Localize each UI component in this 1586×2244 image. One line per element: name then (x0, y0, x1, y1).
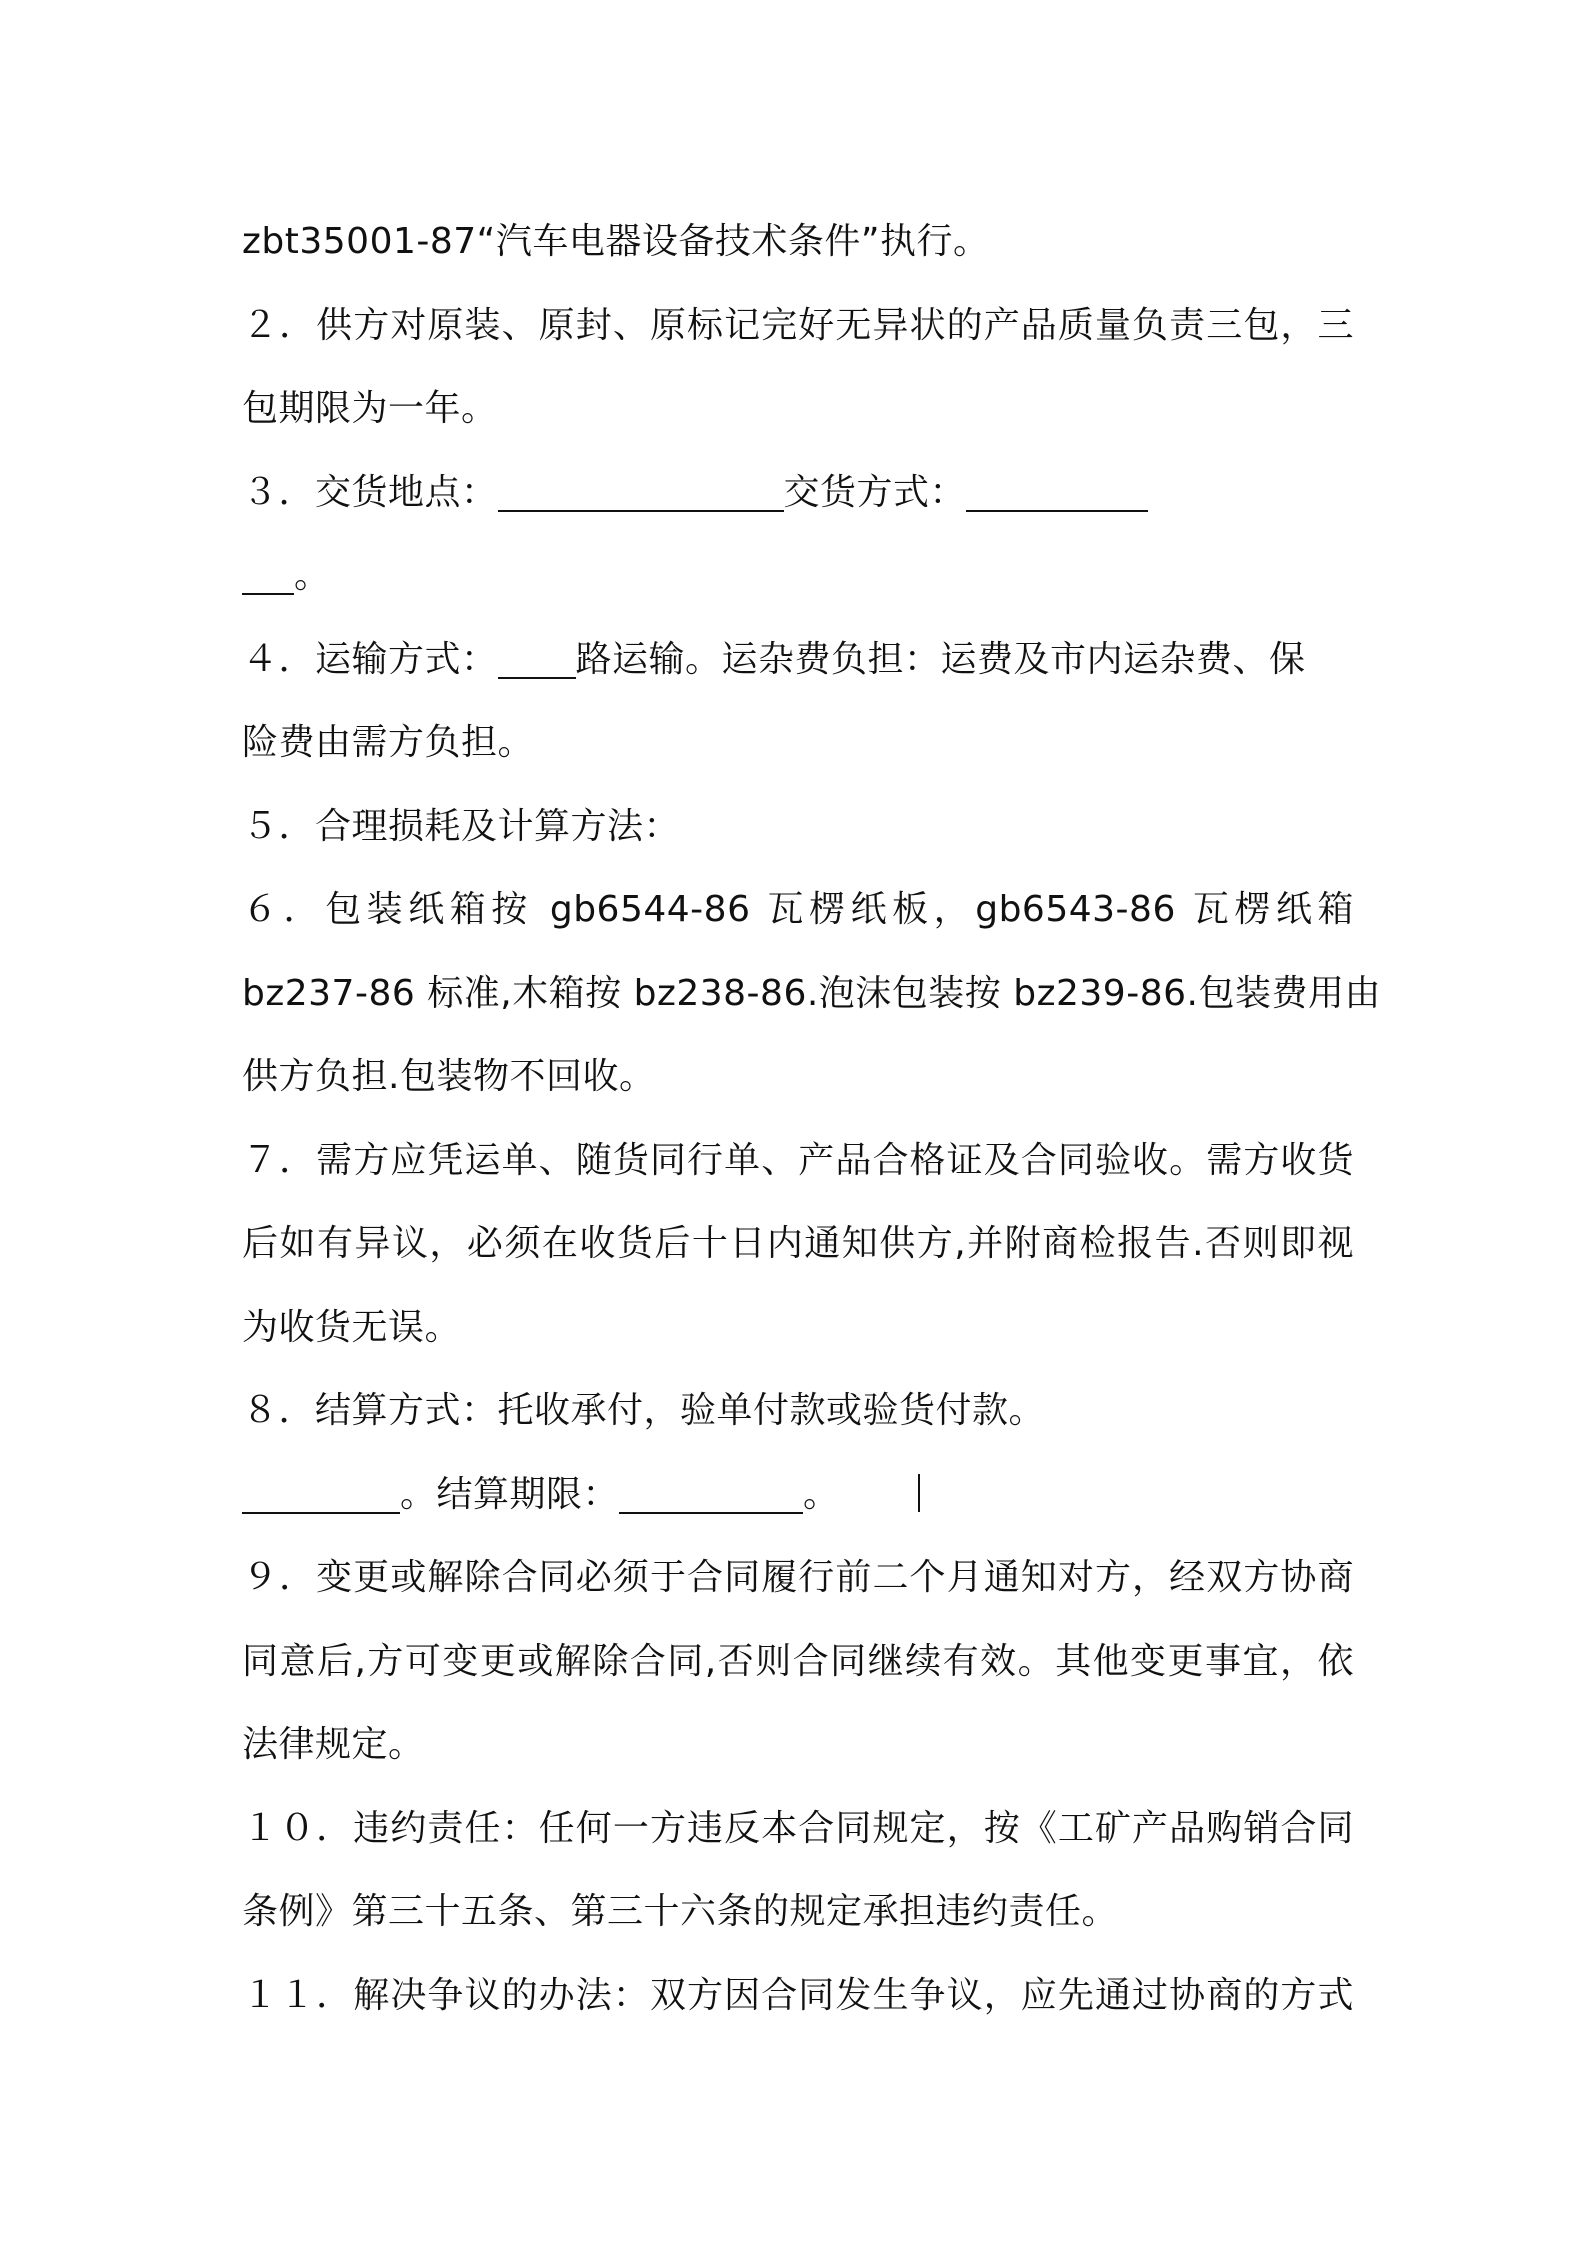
settlement-method-blank (242, 1476, 400, 1514)
text-line: １０．违约责任：任何一方违反本合同规定，按《工矿产品购销合同 (242, 1807, 1354, 1849)
text-line: １１．解决争议的办法：双方因合同发生争议，应先通过协商的方式 (242, 1974, 1354, 2016)
text-line: ６．包装纸箱按 gb6544-86 瓦楞纸板，gb6543-86 瓦楞纸箱 (242, 889, 1354, 930)
line-end-mark: 。 (294, 555, 331, 596)
text-line: 为收货无误。 (242, 1306, 462, 1348)
text-line: ７．需方应凭运单、随货同行单、产品合格证及合同验收。需方收货 (242, 1139, 1354, 1181)
delivery-method-label: 交货方式： (783, 471, 967, 513)
delivery-place-blank (498, 474, 784, 512)
text-line-settlement (242, 1453, 1354, 1537)
text-line: ８．结算方式：托收承付，验单付款或验货付款。 (242, 1390, 1046, 1431)
text-line-transport (242, 618, 1354, 702)
text-line: 同意后,方可变更或解除合同,否则合同继续有效。其他变更事宜，依 (242, 1640, 1354, 1682)
transport-method-label: ４．运输方式： (242, 638, 498, 680)
contract-page (242, 200, 1381, 2037)
text-line: bz237-86 标准,木箱按 bz238-86.泡沫包装按 bz239-86.包装费用由 (242, 972, 1381, 1014)
settlement-term-blank (619, 1476, 803, 1514)
text-line-delivery (242, 451, 1354, 535)
delivery-method-blank (966, 474, 1148, 512)
settlement-term-label: 。结算期限： (400, 1473, 620, 1515)
text-line: 法律规定。 (242, 1724, 425, 1765)
text-line: 供方负担.包装物不回收。 (242, 1056, 656, 1097)
text-line: ９．变更或解除合同必须于合同履行前二个月通知对方，经双方协商 (242, 1557, 1354, 1598)
line-end-mark: 。 (803, 1473, 840, 1515)
text-line: 后如有异议，必须在收货后十日内通知供方,并附商检报告.否则即视 (242, 1223, 1354, 1264)
transport-cost-text: 路运输。运杂费负担：运费及市内运杂费、保 (575, 638, 1306, 680)
delivery-place-label: ３．交货地点： (242, 471, 498, 513)
text-line: ２．供方对原装、原封、原标记完好无异状的产品质量负责三包，三 (242, 304, 1354, 346)
text-line: 险费由需方负担。 (242, 722, 535, 763)
text-line (242, 534, 1354, 618)
delivery-method-blank-continued (242, 557, 294, 595)
transport-method-blank (498, 641, 576, 679)
text-line: 包期限为一年。 (242, 388, 498, 429)
text-line: 条例》第三十五条、第三十六条的规定承担违约责任。 (242, 1891, 1119, 1932)
text-cursor (918, 1474, 920, 1512)
text-line: ５．合理损耗及计算方法： (242, 805, 681, 847)
text-line: zbt35001-87“汽车电器设备技术条件”执行。 (242, 221, 990, 262)
